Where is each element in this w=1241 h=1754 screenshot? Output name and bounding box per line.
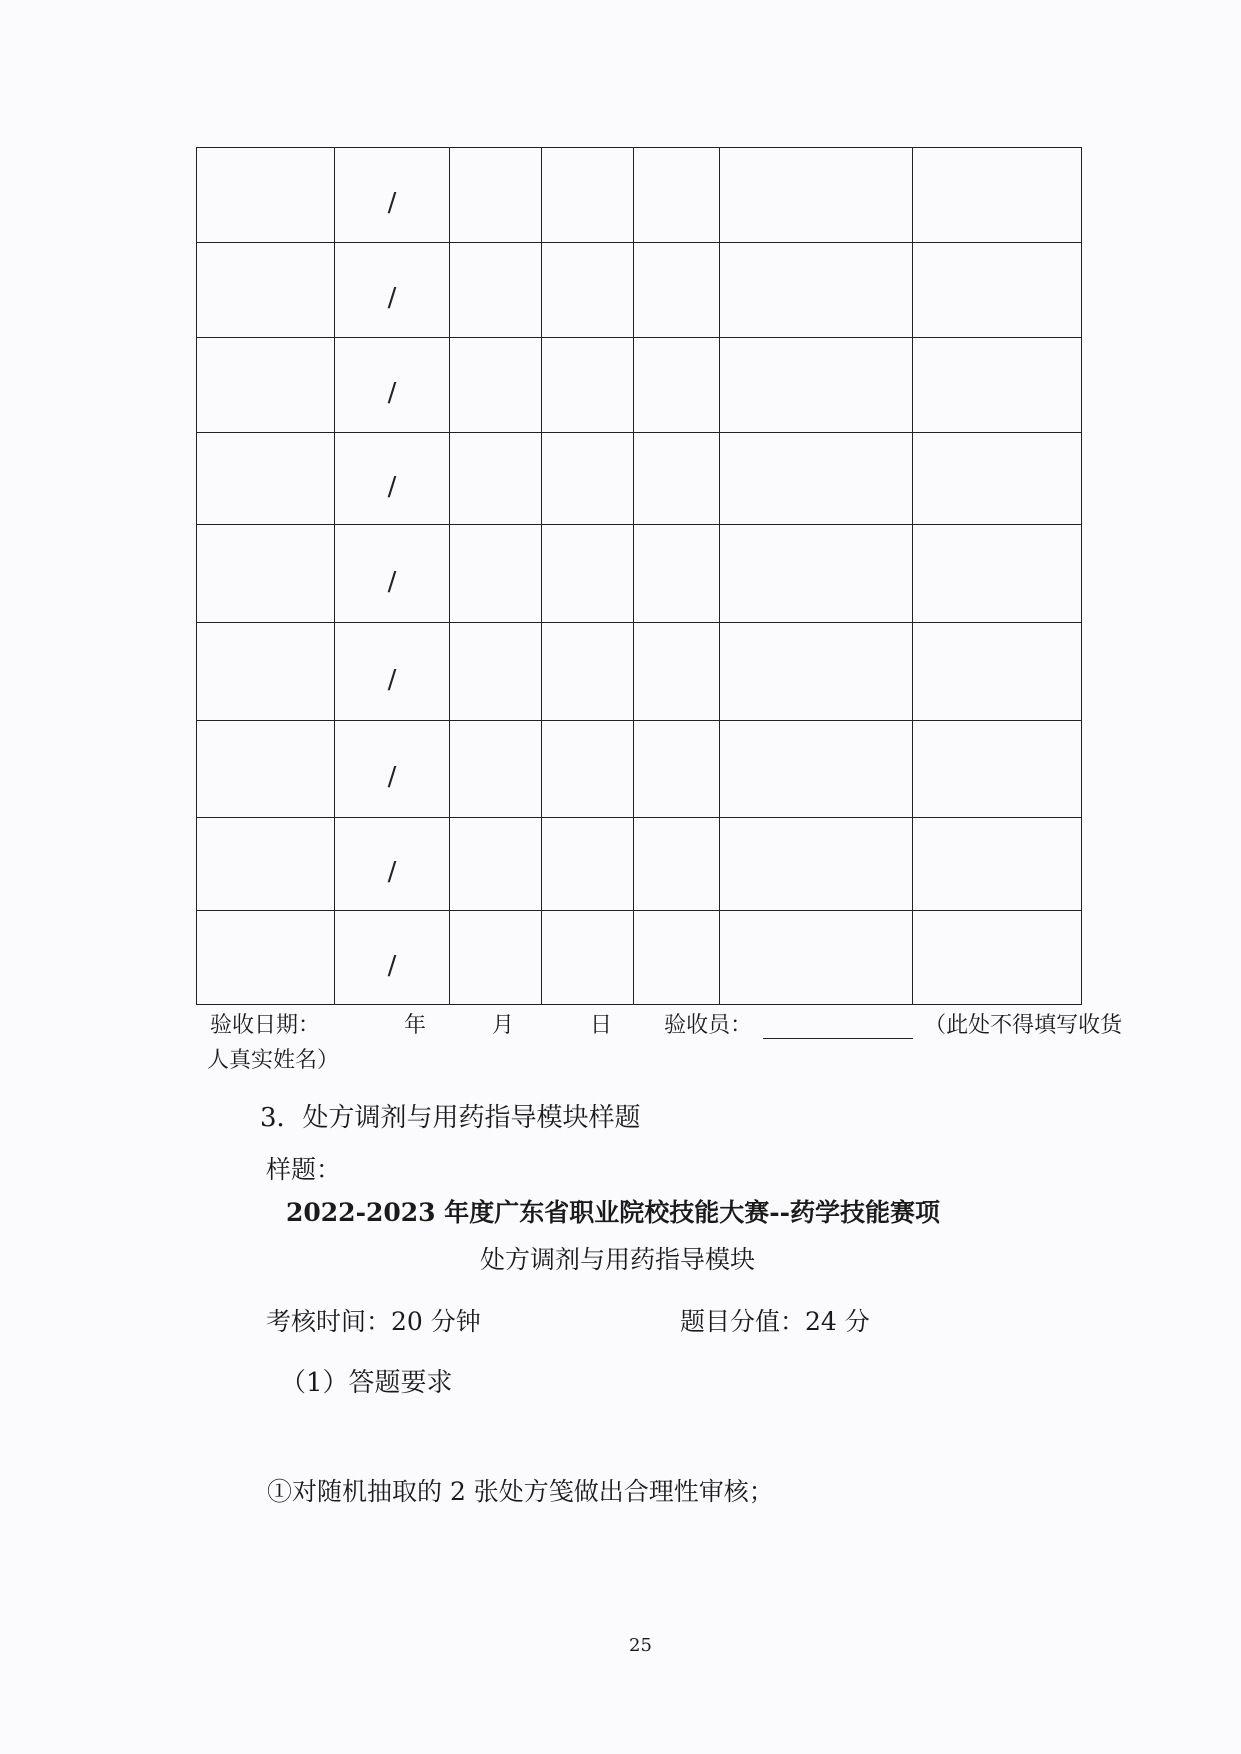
table-cell: [197, 911, 335, 1005]
table-cell: [913, 911, 1082, 1005]
table-cell: [542, 818, 634, 911]
score-value: 题目分值：24 分: [680, 1307, 870, 1336]
table-cell: [634, 818, 720, 911]
acceptance-record-table: [196, 147, 1082, 1005]
slash-mark: /: [387, 762, 397, 792]
table-cell: [542, 721, 634, 818]
table-cell: [913, 525, 1082, 623]
table-cell: [542, 623, 634, 721]
table-cell: [720, 911, 913, 1005]
table-cell: [913, 433, 1082, 525]
table-cell: [450, 911, 542, 1005]
table-cell-slash: [335, 911, 450, 1005]
sample-label: 样题：: [266, 1155, 342, 1184]
slash-mark: /: [387, 950, 397, 981]
table-cell: [197, 338, 335, 433]
table-cell: [542, 525, 634, 623]
table-cell-slash: [335, 148, 450, 243]
requirements-heading: （1）答题要求: [280, 1368, 453, 1398]
table-cell: [542, 911, 634, 1005]
table-row: [197, 148, 1082, 243]
day-label: 日: [590, 1013, 613, 1038]
table-cell: [720, 148, 913, 243]
table-cell: [542, 148, 634, 243]
table-cell: [542, 433, 634, 525]
table-cell: [913, 721, 1082, 818]
table-cell: [634, 148, 720, 243]
table-cell: [634, 525, 720, 623]
table-cell-slash: [335, 433, 450, 525]
acceptance-date-label: 验收日期：: [210, 1013, 321, 1038]
table-row: [197, 433, 1082, 525]
slash-mark: /: [387, 566, 397, 597]
table-cell: [634, 721, 720, 818]
table-cell: [913, 623, 1082, 721]
table-cell: [450, 338, 542, 433]
table-cell: [197, 623, 335, 721]
acceptance-line: [210, 1008, 1122, 1039]
requirement-item-1: ①对随机抽取的 2 张处方笺做出合理性审核；: [267, 1477, 774, 1506]
table-cell: [913, 243, 1082, 338]
table-cell: [913, 818, 1082, 911]
table-cell: [450, 721, 542, 818]
slash-mark: /: [387, 471, 397, 502]
table-cell: [720, 525, 913, 623]
table-cell: [720, 338, 913, 433]
table-row: [197, 818, 1082, 911]
table-row: [197, 911, 1082, 1005]
table-cell: [913, 148, 1082, 243]
table-cell: [720, 623, 913, 721]
table-cell-slash: [335, 818, 450, 911]
table-cell: [197, 818, 335, 911]
exam-time: 考核时间：20 分钟: [266, 1307, 481, 1336]
table-cell: [634, 338, 720, 433]
acceptance-note-part1: （此处不得填写收货: [924, 1013, 1123, 1038]
table-cell: [634, 433, 720, 525]
table-cell-slash: [335, 623, 450, 721]
table-cell: [720, 433, 913, 525]
table-cell: [197, 148, 335, 243]
table-cell-slash: [335, 721, 450, 818]
inspector-blank: [763, 1016, 913, 1039]
table-row: [197, 338, 1082, 433]
table-cell: [542, 243, 634, 338]
table-cell: [197, 721, 335, 818]
acceptance-note-part2: 人真实姓名）: [207, 1048, 340, 1073]
table-cell: [197, 243, 335, 338]
table-row: [197, 525, 1082, 623]
slash-mark: /: [387, 378, 397, 408]
table-cell: [720, 721, 913, 818]
month-label: 月: [492, 1013, 515, 1038]
table-cell: [634, 623, 720, 721]
table-cell: [542, 338, 634, 433]
page-number: 25: [629, 1635, 652, 1656]
slash-mark: /: [387, 664, 397, 695]
section-heading: 3．处方调剂与用药指导模块样题: [260, 1103, 641, 1133]
table-row: [197, 721, 1082, 818]
table-cell-slash: [335, 525, 450, 623]
table-cell: [450, 243, 542, 338]
table-cell: [450, 818, 542, 911]
table-cell: [634, 911, 720, 1005]
table-row: [197, 243, 1082, 338]
exam-title-line2: 处方调剂与用药指导模块: [480, 1245, 756, 1274]
table-cell: [634, 243, 720, 338]
table-cell: [720, 243, 913, 338]
slash-mark: /: [387, 283, 397, 313]
slash-mark: /: [387, 857, 397, 887]
table-cell-slash: [335, 243, 450, 338]
table-cell: [450, 623, 542, 721]
slash-mark: /: [387, 188, 397, 218]
table-cell-slash: [335, 338, 450, 433]
table-cell: [450, 433, 542, 525]
table-cell: [197, 525, 335, 623]
table-cell: [197, 433, 335, 525]
inspector-label: 验收员：: [664, 1013, 753, 1038]
year-label: 年: [404, 1013, 427, 1038]
table-cell: [913, 338, 1082, 433]
table-cell: [450, 525, 542, 623]
table-row: [197, 623, 1082, 721]
exam-title-line1: 2022-2023 年度广东省职业院校技能大赛--药学技能赛项: [286, 1198, 940, 1227]
table-cell: [720, 818, 913, 911]
table-cell: [450, 148, 542, 243]
